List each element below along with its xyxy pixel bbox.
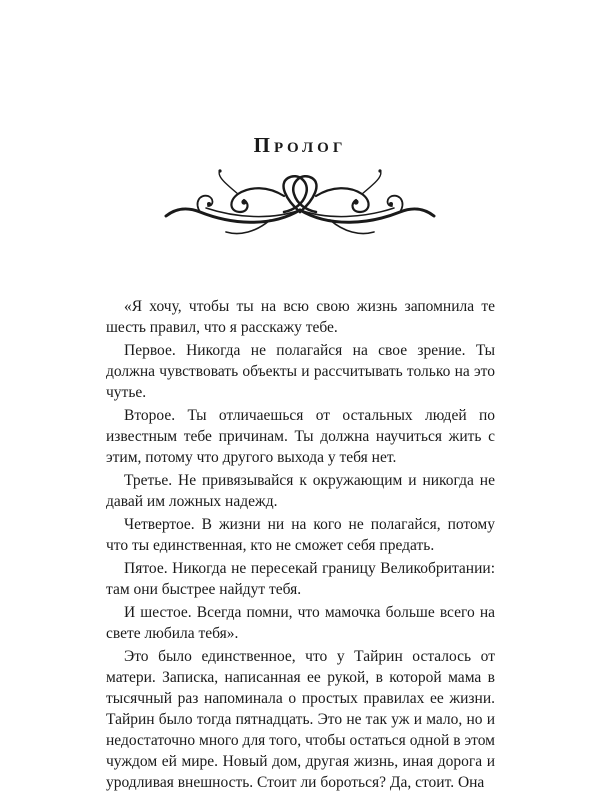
chapter-title: Пролог — [253, 133, 347, 157]
paragraph: Пятое. Никогда не пересекай границу Великобритании: там они быстрее найдут тебя. — [106, 560, 495, 598]
paragraph: «Я хочу, чтобы ты на всю свою жизнь запомнила те шесть правил, что я расскажу тебе. — [106, 298, 495, 336]
flourish-divider-icon — [160, 166, 440, 246]
paragraph: Третье. Не привязывайся к окружающим и никогда не давай им ложных надежд. — [106, 472, 495, 510]
paragraph: Четвертое. В жизни ни на кого не полагайся, потому что ты единственная, кто не сможет себя предать. — [106, 516, 495, 554]
chapter-body — [106, 296, 495, 795]
paragraph: И шестое. Всегда помни, что мамочка больше всего на свете любила тебя». — [106, 604, 495, 642]
paragraph: Это было единственное, что у Тайрин осталось от матери. Записка, написанная ее рукой, в которой мама в тысячный раз напоминала о простых правилах ее жизни. Тайрин было тогда пятнадцать. Это не так уж и мало, но и недостаточно много для того, чтобы остаться одной в этом чуждом ей мире. Новый дом, другая жизнь, иная дорога и уродливая внешность. Стоит ли бороться? Да, стоит. Она — [106, 648, 495, 791]
paragraph: Первое. Никогда не полагайся на свое зрение. Ты должна чувствовать объекты и рассчитывать только на это чутье. — [106, 342, 495, 401]
paragraph: Второе. Ты отличаешься от остальных людей по известным тебе причинам. Ты должна научиться жить с этим, потому что другого выхода у тебя нет. — [106, 407, 495, 466]
